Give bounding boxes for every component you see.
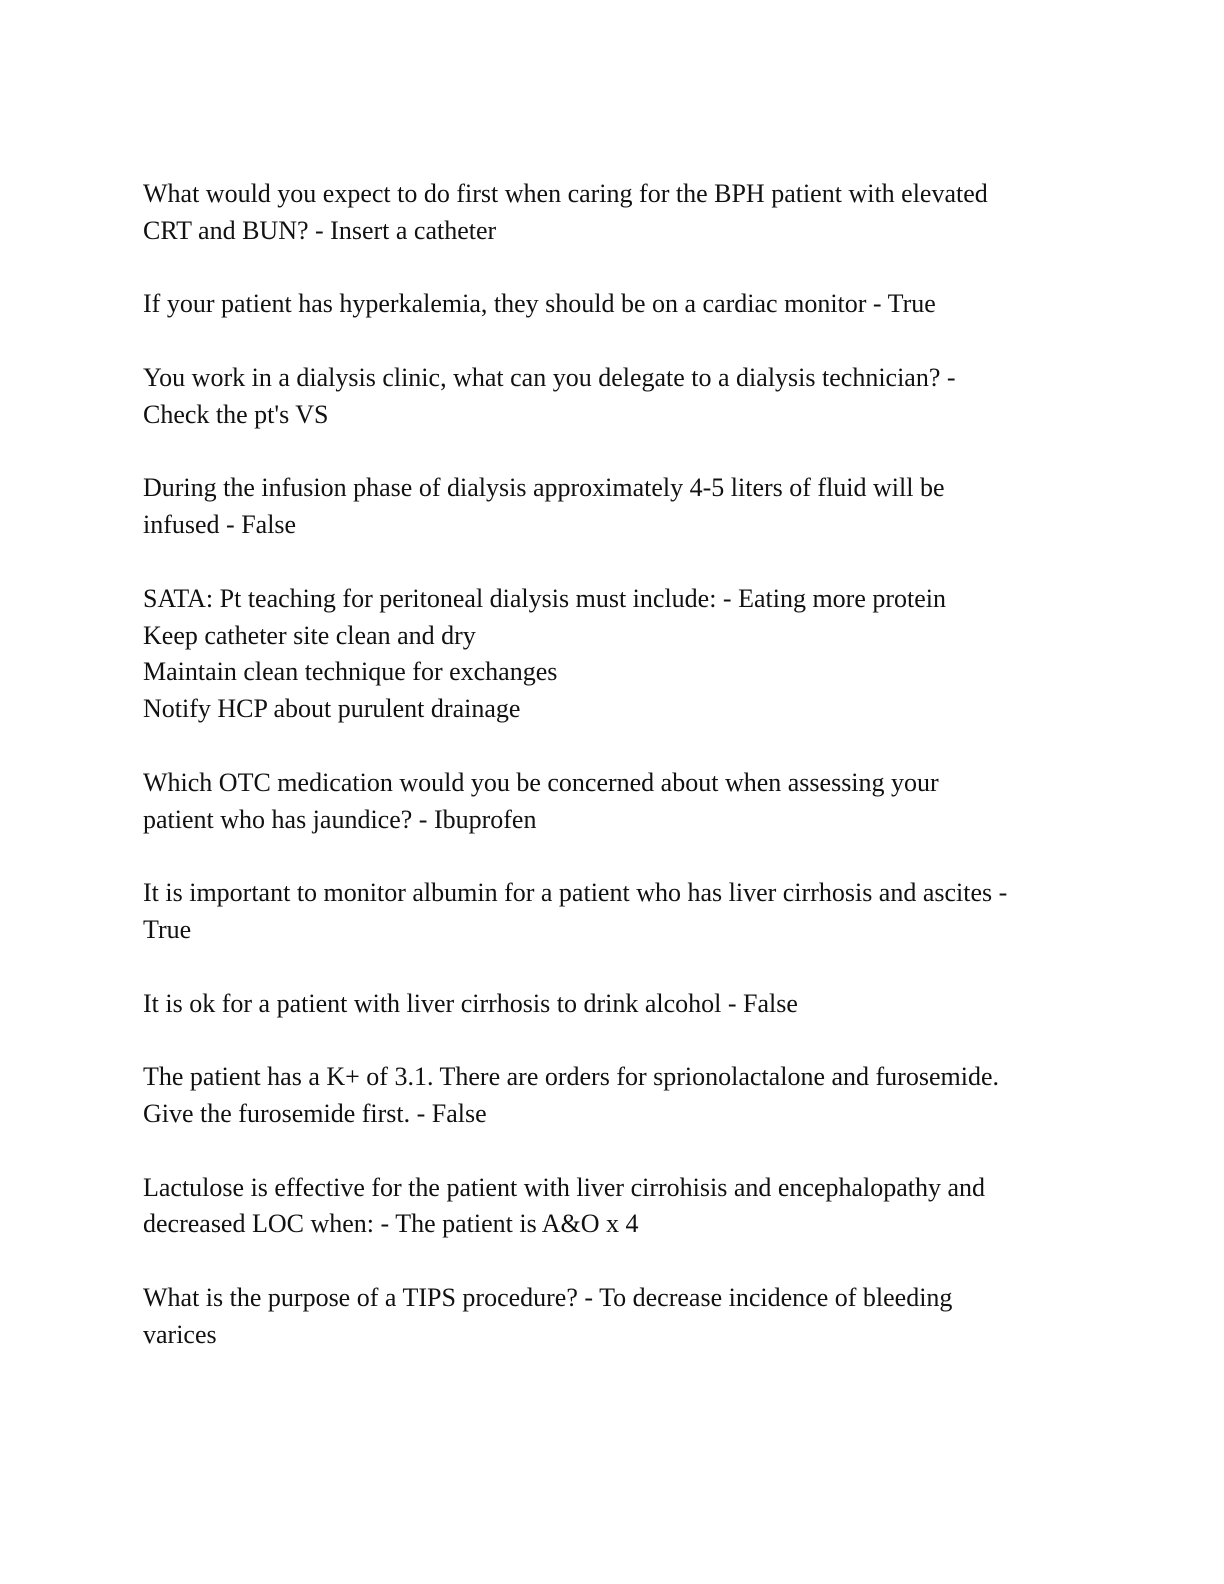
text-line: The patient has a K+ of 3.1. There are orders for sprionolactalone and furosemide. [143, 1062, 999, 1092]
text-line: It is important to monitor albumin for a patient who has liver cirrhosis and ascites - [143, 878, 1008, 908]
qa-item-lactulose [143, 1170, 1083, 1244]
text-line: Give the furosemide first. - False [143, 1098, 487, 1128]
text-line: True [143, 914, 192, 944]
text-line: Check the pt's VS [143, 399, 329, 429]
text-line: varices [143, 1319, 217, 1349]
qa-item-bph-catheter [143, 176, 1083, 250]
text-line: Lactulose is effective for the patient with liver cirrohisis and encephalopathy and [143, 1172, 986, 1202]
text-line: Notify HCP about purulent drainage [143, 694, 521, 724]
qa-item-tips-procedure [143, 1280, 1083, 1354]
text-line: If your patient has hyperkalemia, they should be on a cardiac monitor - True [143, 289, 936, 319]
text-line: It is ok for a patient with liver cirrhosis to drink alcohol - False [143, 988, 798, 1018]
text-line: What would you expect to do first when caring for the BPH patient with elevated [143, 179, 988, 208]
text-line: SATA: Pt teaching for peritoneal dialysis must include: - Eating more protein [143, 583, 947, 613]
text-line: patient who has jaundice? - Ibuprofen [143, 804, 537, 834]
qa-item-hyperkalemia [143, 286, 1083, 323]
text-line: During the infusion phase of dialysis approximately 4-5 liters of fluid will be [143, 473, 945, 503]
qa-item-albumin [143, 875, 1083, 949]
text-line: Which OTC medication would you be concerned about when assessing your [143, 767, 939, 797]
text-line: decreased LOC when: - The patient is A&O x 4 [143, 1209, 639, 1239]
text-line: What is the purpose of a TIPS procedure? - To decrease incidence of bleeding [143, 1282, 953, 1312]
text-line: Maintain clean technique for exchanges [143, 657, 558, 687]
text-line: infused - False [143, 510, 297, 540]
qa-item-peritoneal-teaching [143, 581, 1083, 728]
document-body [143, 176, 1083, 1390]
qa-item-potassium [143, 1059, 1083, 1133]
text-line: CRT and BUN? - Insert a catheter [143, 215, 497, 245]
qa-item-dialysis-delegate [143, 360, 1083, 434]
qa-item-otc-jaundice [143, 765, 1083, 839]
text-line: You work in a dialysis clinic, what can you delegate to a dialysis technician? - [143, 362, 956, 392]
qa-item-alcohol [143, 986, 1083, 1023]
text-line: Keep catheter site clean and dry [143, 620, 476, 650]
qa-item-infusion-phase [143, 470, 1083, 544]
